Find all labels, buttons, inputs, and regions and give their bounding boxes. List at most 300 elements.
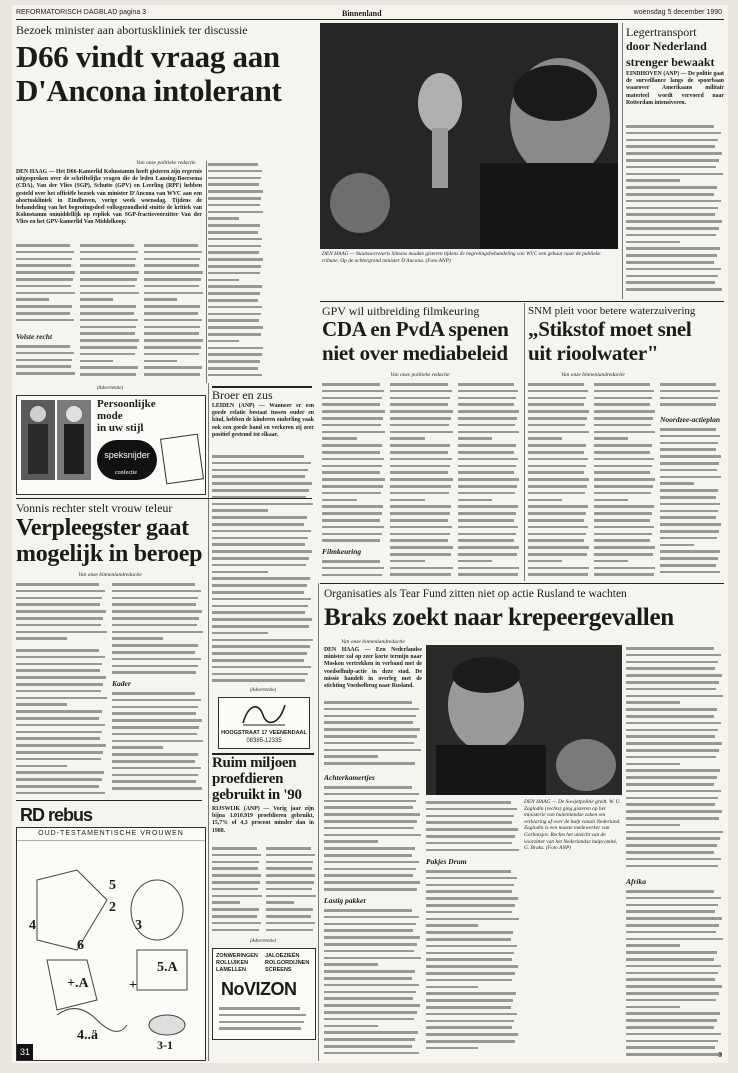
text-line (112, 692, 195, 695)
braks-body-2b (426, 868, 520, 1058)
text-line (322, 567, 384, 570)
text-line (208, 292, 260, 295)
text-line (390, 451, 448, 454)
text-line (322, 533, 382, 536)
snm-body-3b (660, 426, 722, 579)
text-line (212, 462, 311, 465)
text-line (426, 1026, 512, 1029)
text-line (458, 546, 519, 549)
text-line (324, 840, 378, 843)
text-line (426, 952, 514, 955)
ad-fashion-line3: in uw stijl (97, 422, 144, 434)
legertransport-kicker-2: door Nederland (626, 39, 707, 53)
text-line (112, 746, 163, 749)
text-line (426, 911, 512, 914)
text-line (16, 298, 49, 301)
text-line (458, 567, 519, 570)
text-line (324, 881, 420, 884)
text-line (80, 285, 135, 288)
text-line (660, 510, 718, 513)
text-line (426, 1033, 518, 1036)
text-line (660, 516, 716, 519)
text-line (219, 1021, 304, 1024)
text-line (16, 663, 102, 666)
text-line (324, 874, 413, 877)
text-line (266, 867, 312, 870)
text-line (528, 431, 589, 434)
text-line (426, 1013, 517, 1016)
text-line (266, 915, 311, 918)
text-line (324, 1038, 415, 1041)
text-line (219, 1007, 300, 1010)
text-line (208, 170, 262, 173)
text-line (219, 1014, 306, 1017)
main-byline: Van onze politieke redactie (136, 160, 196, 166)
text-line (426, 1040, 515, 1043)
text-line (322, 539, 380, 542)
text-line (212, 550, 312, 553)
text-line (390, 417, 451, 420)
ad-label-hoogstraat: (Advertentie) (249, 688, 277, 693)
text-line (212, 652, 307, 655)
text-line (212, 475, 305, 478)
text-line (80, 332, 135, 335)
snm-subhead: Noordzee-actieplan (660, 415, 720, 424)
text-line (324, 755, 378, 758)
text-line (208, 245, 261, 248)
text-line (112, 617, 199, 620)
text-line (324, 834, 421, 837)
main-body-mid (80, 242, 140, 382)
text-line (626, 1053, 722, 1056)
braks-body-2a (426, 799, 520, 855)
text-line (112, 699, 201, 702)
header-date: woensdag 5 december 1990 (633, 9, 722, 16)
text-line (80, 373, 136, 376)
snm-body-2 (594, 381, 656, 579)
text-line (144, 366, 202, 369)
text-line (626, 965, 721, 968)
text-line (144, 244, 198, 247)
text-line (426, 945, 517, 948)
text-line (16, 319, 74, 322)
text-line (626, 749, 719, 752)
text-line (626, 207, 718, 210)
text-line (660, 496, 716, 499)
braks-body-1a (324, 699, 422, 771)
text-line (16, 649, 99, 652)
novizon-col1-2: ROLLUIKEN (216, 960, 249, 966)
text-line (324, 1004, 420, 1007)
text-line (324, 916, 419, 919)
text-line (458, 390, 518, 393)
text-line (660, 476, 721, 479)
text-line (322, 471, 380, 474)
main-photo (320, 23, 618, 249)
text-line (322, 444, 382, 447)
text-line (660, 448, 716, 451)
gpv-headline-line1: CDA en PvdA spenen (322, 317, 509, 341)
text-line (626, 817, 719, 820)
text-line (144, 285, 199, 288)
novizon-col2-3: SCREENS (265, 967, 292, 973)
text-line (212, 591, 304, 594)
text-line (212, 571, 268, 574)
text-line (626, 904, 718, 907)
text-line (266, 888, 312, 891)
text-line (80, 258, 136, 261)
text-line (80, 346, 137, 349)
text-line (16, 258, 72, 261)
text-line (16, 285, 71, 288)
text-line (219, 1027, 301, 1030)
main-body-col3b (144, 242, 204, 382)
text-line (144, 264, 199, 267)
rebus-mark-5: 5 (109, 878, 116, 893)
text-line (660, 383, 716, 386)
text-line (626, 783, 714, 786)
text-line (528, 560, 562, 563)
main-body-left (16, 242, 76, 330)
text-line (208, 231, 258, 234)
text-line (144, 332, 199, 335)
ad-fashion-sub: confectie (115, 470, 137, 476)
text-line (458, 424, 515, 427)
legertransport-lead: EINDHOVEN (ANP) — De politie gaat de surveillance langs de spoorbaan waarover Amerikaans militair materieel wordt vervoerd naar Rotterdam intensiveren. (626, 71, 724, 106)
text-line (144, 339, 203, 342)
text-line (212, 482, 312, 485)
text-line (660, 557, 718, 560)
text-line (626, 268, 721, 271)
text-line (16, 345, 70, 348)
text-line (112, 780, 196, 783)
text-line (390, 499, 425, 502)
braks-headline: Braks zoekt naar krepeergevallen (324, 604, 674, 631)
text-line (266, 861, 313, 864)
text-line (390, 560, 425, 563)
rebus-mark-6: 6 (77, 938, 84, 953)
text-line (660, 462, 719, 465)
text-line (208, 272, 260, 275)
text-line (426, 842, 512, 845)
text-line (212, 455, 304, 458)
text-line (208, 347, 263, 350)
text-line (626, 897, 721, 900)
text-line (112, 603, 196, 606)
text-line (426, 835, 515, 838)
rebus-mark-5a: 5.A (157, 960, 178, 975)
text-line (322, 383, 380, 386)
text-line (528, 499, 562, 502)
text-line (626, 722, 721, 725)
text-line (80, 298, 113, 301)
text-line (458, 410, 519, 413)
text-line (426, 938, 511, 941)
snm-headline-line1: „Stikstof moet snel (528, 317, 692, 341)
proefdieren-headline-3: gebruikt in '90 (212, 787, 302, 803)
text-line (16, 751, 103, 754)
text-line (208, 190, 263, 193)
text-line (324, 923, 416, 926)
text-line (390, 567, 453, 570)
text-line (144, 251, 202, 254)
braks-photo (426, 645, 622, 795)
text-line (16, 785, 99, 788)
text-line (212, 854, 261, 857)
text-line (528, 485, 587, 488)
text-line (626, 735, 715, 738)
text-line (528, 397, 586, 400)
text-line (626, 193, 714, 196)
text-line (16, 597, 102, 600)
legertransport-kicker-1: Legertransport (626, 25, 697, 39)
text-line (594, 390, 654, 393)
text-line (528, 546, 589, 549)
text-line (322, 397, 382, 400)
text-line (16, 590, 105, 593)
braks-subhead-2: Lastig pakket (324, 896, 366, 905)
text-line (212, 679, 305, 682)
text-line (528, 539, 584, 542)
text-line (212, 929, 259, 932)
text-line (660, 523, 721, 526)
text-line (144, 373, 200, 376)
rebus-box (16, 827, 206, 1061)
text-line (322, 403, 380, 406)
text-line (266, 881, 314, 884)
rebus-mark-plus-a: +.A (67, 976, 89, 991)
text-line (16, 710, 102, 713)
text-line (144, 319, 202, 322)
text-line (212, 666, 311, 669)
text-line (322, 458, 384, 461)
text-line (390, 519, 448, 522)
text-line (16, 737, 100, 740)
text-line (266, 901, 294, 904)
text-line (426, 828, 518, 831)
text-line (626, 972, 718, 975)
text-line (528, 390, 588, 393)
text-line (324, 991, 416, 994)
proefdieren-body-2 (266, 845, 316, 935)
text-line (594, 444, 652, 447)
vonnis-headline-line2: mogelijk in beroep (16, 541, 203, 567)
text-line (322, 390, 384, 393)
text-line (212, 577, 310, 580)
text-line (144, 312, 198, 315)
rebus-mark-3-1: 3-1 (157, 1038, 173, 1052)
proefdieren-lead: RIJSWIJK (ANP) — Vorig jaar zijn bijna 1.010.919 proefdieren gebruikt, 15,7% of 4,3 procent minder dan in 1988. (212, 806, 314, 834)
text-line (426, 870, 511, 873)
text-line (266, 854, 315, 857)
text-line (426, 965, 518, 968)
text-line (16, 365, 71, 368)
text-line (594, 499, 628, 502)
text-line (660, 544, 694, 547)
text-line (528, 526, 588, 529)
text-line (16, 703, 67, 706)
text-line (324, 936, 420, 939)
text-line (528, 437, 562, 440)
text-line (324, 847, 415, 850)
main-subhead: Volste recht (16, 332, 53, 341)
text-line (458, 526, 518, 529)
text-line (322, 437, 357, 440)
text-line (626, 708, 717, 711)
ad-fashion-line1: Persoonlijke (97, 398, 156, 410)
gpv-body-3 (458, 381, 520, 579)
text-line (324, 721, 413, 724)
rebus-mark-plus: + (129, 978, 137, 993)
proefdieren-headline-2: proefdieren (212, 771, 284, 787)
text-line (112, 733, 197, 736)
text-line (390, 553, 451, 556)
gpv-kicker: GPV wil uitbreiding filmkeuring (322, 304, 480, 318)
text-line (626, 978, 715, 981)
text-line (112, 760, 195, 763)
text-line (16, 264, 71, 267)
text-line (426, 890, 512, 893)
text-line (324, 701, 412, 704)
text-line (112, 637, 163, 640)
novizon-fineprint (219, 1005, 309, 1033)
text-line (324, 963, 378, 966)
braks-lead: DEN HAAG — Een Nederlandse minister zal op zeer korte termijn naar Moskou vertrekken in verband met de voedselhulp-actie in deze stad. De missie handelt in overleg met de stichting Voedselbrug naar Rusland. (324, 647, 422, 690)
text-line (322, 451, 380, 454)
text-line (426, 931, 513, 934)
text-line (324, 957, 421, 960)
text-line (212, 605, 308, 608)
text-line (660, 442, 718, 445)
text-line (266, 922, 315, 925)
text-line (390, 505, 451, 508)
vonnis-subhead: Kader (112, 679, 131, 688)
text-line (322, 485, 383, 488)
vonnis-byline: Van onze binnenlandredactie (78, 572, 142, 578)
text-line (594, 546, 655, 549)
text-line (626, 152, 722, 155)
text-line (112, 726, 199, 729)
text-line (426, 801, 511, 804)
main-headline-line2: D'Ancona intolerant (16, 73, 282, 108)
text-line (458, 485, 517, 488)
text-line (112, 597, 198, 600)
text-line (528, 444, 586, 447)
text-line (322, 417, 383, 420)
text-line (426, 972, 515, 975)
text-line (626, 661, 718, 664)
text-line (458, 471, 514, 474)
text-line (458, 492, 515, 495)
text-line (112, 767, 201, 770)
text-line (594, 458, 654, 461)
text-line (208, 360, 260, 363)
text-line (324, 943, 417, 946)
text-line (594, 519, 650, 522)
text-line (594, 539, 650, 542)
text-line (426, 986, 478, 989)
text-line (16, 744, 106, 747)
text-line (322, 410, 385, 413)
text-line (208, 306, 262, 309)
text-line (528, 505, 588, 508)
text-line (458, 403, 514, 406)
text-line (626, 200, 721, 203)
novizon-col1-3: LAMELLEN (216, 967, 246, 973)
text-line (208, 340, 239, 343)
vonnis-body-2b (112, 690, 204, 796)
text-line (212, 888, 258, 891)
text-line (626, 1033, 721, 1036)
ad-hoogstraat-logo (239, 701, 289, 727)
text-line (212, 469, 308, 472)
text-line (80, 312, 134, 315)
text-line (528, 512, 586, 515)
text-line (458, 505, 518, 508)
text-line (212, 922, 261, 925)
text-line (112, 706, 198, 709)
text-line (16, 656, 105, 659)
text-line (660, 503, 720, 506)
snm-headline-line2: uit rioolwater" (528, 341, 659, 365)
text-line (626, 1019, 717, 1022)
text-line (212, 543, 305, 546)
text-line (212, 557, 309, 560)
text-line (324, 977, 412, 980)
text-line (458, 451, 514, 454)
text-line (16, 359, 72, 362)
text-line (426, 1020, 514, 1023)
text-line (594, 451, 650, 454)
text-line (594, 573, 654, 576)
text-line (594, 512, 652, 515)
text-line (594, 417, 653, 420)
text-line (626, 797, 718, 800)
text-line (112, 590, 201, 593)
broer-lead: LEIDEN (ANP) — Wanneer er een goede relatie bestaat tussen ouder en kind, hebben de kinderen onderling vaak ook een goede band en verkeren zij zeer positief gestemd tot elkaar. (212, 403, 314, 438)
main-kicker: Bezoek minister aan abortuskliniek ter discussie (16, 23, 248, 37)
text-line (16, 372, 75, 375)
text-line (212, 908, 259, 911)
text-line (16, 631, 107, 634)
vonnis-headline-line1: Verpleegster gaat (16, 515, 189, 541)
text-line (212, 867, 258, 870)
main-body-left-2 (16, 343, 76, 383)
text-line (324, 735, 417, 738)
text-line (528, 492, 585, 495)
page-number: 3 (718, 1052, 722, 1059)
text-line (324, 806, 413, 809)
text-line (16, 765, 67, 768)
novizon-col1-1: ZONWERINGEN (216, 953, 258, 959)
text-line (390, 410, 453, 413)
rebus-mark-4: 4 (29, 918, 36, 933)
text-line (626, 958, 714, 961)
text-line (458, 417, 517, 420)
rebus-mark-4a: 4..ä (77, 1028, 98, 1043)
braks-subhead-1: Achterkamertjes (324, 773, 375, 782)
text-line (528, 533, 586, 536)
text-line (144, 271, 203, 274)
text-line (390, 437, 425, 440)
text-line (626, 220, 722, 223)
text-line (212, 874, 261, 877)
text-line (16, 244, 70, 247)
ad-hoogstraat (218, 697, 310, 749)
text-line (528, 451, 584, 454)
text-line (594, 403, 650, 406)
text-line (626, 776, 717, 779)
